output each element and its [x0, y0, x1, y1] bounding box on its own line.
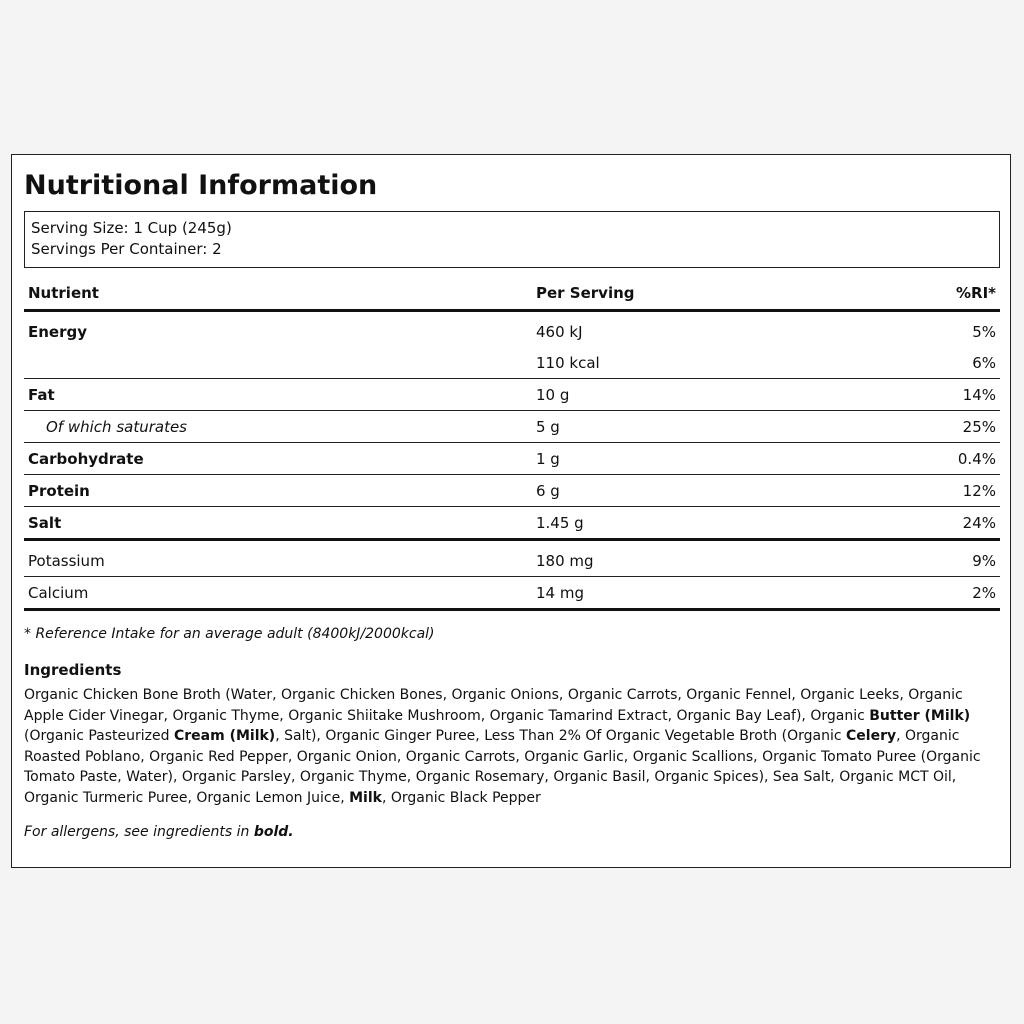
ingredients-text: , Salt), Organic Ginger Puree, Less Than 2% Of Organic Vegetable Broth (Organic [275, 728, 846, 744]
table-row-protein [24, 475, 1000, 507]
ri-value: 14% [920, 379, 1000, 411]
table-row-fat [24, 379, 1000, 411]
nutrient-name: Fat [24, 379, 532, 411]
per-serving-value: 5 g [532, 411, 920, 443]
allergen-butter: Butter (Milk) [869, 707, 971, 724]
per-serving-value: 10 g [532, 379, 920, 411]
ingredients-list [24, 685, 1004, 808]
allergen-note [24, 824, 294, 840]
ingredients-text: , Organic Black Pepper [381, 789, 541, 806]
serving-info-box [24, 211, 1000, 268]
ri-value: 24% [920, 507, 1000, 540]
ri-value: 2% [920, 577, 1000, 610]
ingredients-text: Organic Chicken Bone Broth (Water, Organic Chicken Bones, Organic Onions, Organic Carrots, Organic Fennel, Organic Leeks, Organic Apple Cider Vinegar, Organic Thyme, Organic Shiitake Mushroom, Organic Tamarind Extract, Organic Bay Leaf), Organic [24, 687, 963, 724]
table-row-calcium [24, 577, 1000, 610]
ri-value: 12% [920, 475, 1000, 507]
table-row-energy-kcal [24, 347, 1000, 379]
header-nutrient: Nutrient [24, 277, 532, 311]
header-per-serving: Per Serving [532, 277, 920, 311]
per-serving-value: 14 mg [532, 577, 920, 610]
ingredients-heading: Ingredients [24, 661, 122, 679]
header-ri: %RI* [920, 277, 1000, 311]
per-serving-value: 6 g [532, 475, 920, 507]
ri-value: 5% [972, 322, 996, 341]
nutrient-name: Potassium [24, 540, 532, 577]
nutrient-name: Salt [24, 507, 532, 540]
ri-value: 25% [920, 411, 1000, 443]
nutrient-name: Protein [24, 475, 532, 507]
allergen-cream: Cream (Milk) [173, 728, 276, 744]
ri-value: 9% [920, 540, 1000, 577]
per-serving-value: 110 kcal [532, 347, 920, 379]
reference-intake-footnote: * Reference Intake for an average adult (8400kJ/2000kcal) [24, 626, 435, 642]
servings-per-container: Servings Per Container: 2 [31, 240, 222, 258]
nutrition-table [24, 277, 1000, 611]
per-serving-value: 1.45 g [532, 507, 920, 540]
table-header-row [24, 277, 1000, 311]
nutrient-name: Carbohydrate [24, 443, 532, 475]
ingredients-text: , Organic Roasted Poblano, Organic Red Pepper, Organic Onion, Organic Carrots, Organic Garlic, Organic Scallions, Organic Tomato Puree (Organic Tomato Paste, Water), Organic Parsley, Organic Thyme, Organic Rosemary, Organic Basil, Organic Spices), Sea Salt, Organic MCT Oil, Organic Turmeric Puree, Organic Lemon Juice, [24, 728, 981, 806]
ingredients-text: (Organic Pasteurized [24, 728, 174, 744]
ri-value: 0.4% [920, 443, 1000, 475]
table-row-saturates [24, 411, 1000, 443]
table-row-carbohydrate [24, 443, 1000, 475]
nutrient-name: Calcium [24, 577, 532, 610]
ri-value: 6% [920, 347, 1000, 379]
table-row-potassium [24, 540, 1000, 577]
per-serving-value: 460 kJ [536, 322, 583, 341]
allergen-note-bold: bold. [253, 824, 294, 840]
nutrient-name: Energy [28, 322, 88, 341]
allergen-celery: Celery [846, 728, 897, 744]
allergen-milk: Milk [349, 789, 382, 806]
table-row-energy-kj [24, 311, 1000, 348]
label-title: Nutritional Information [24, 170, 378, 201]
serving-size: Serving Size: 1 Cup (245g) [31, 219, 232, 237]
nutrition-label [11, 154, 1011, 868]
per-serving-value: 1 g [532, 443, 920, 475]
allergen-note-text: For allergens, see ingredients in [24, 824, 254, 840]
nutrient-name: Of which saturates [24, 411, 532, 443]
table-row-salt [24, 507, 1000, 540]
per-serving-value: 180 mg [532, 540, 920, 577]
